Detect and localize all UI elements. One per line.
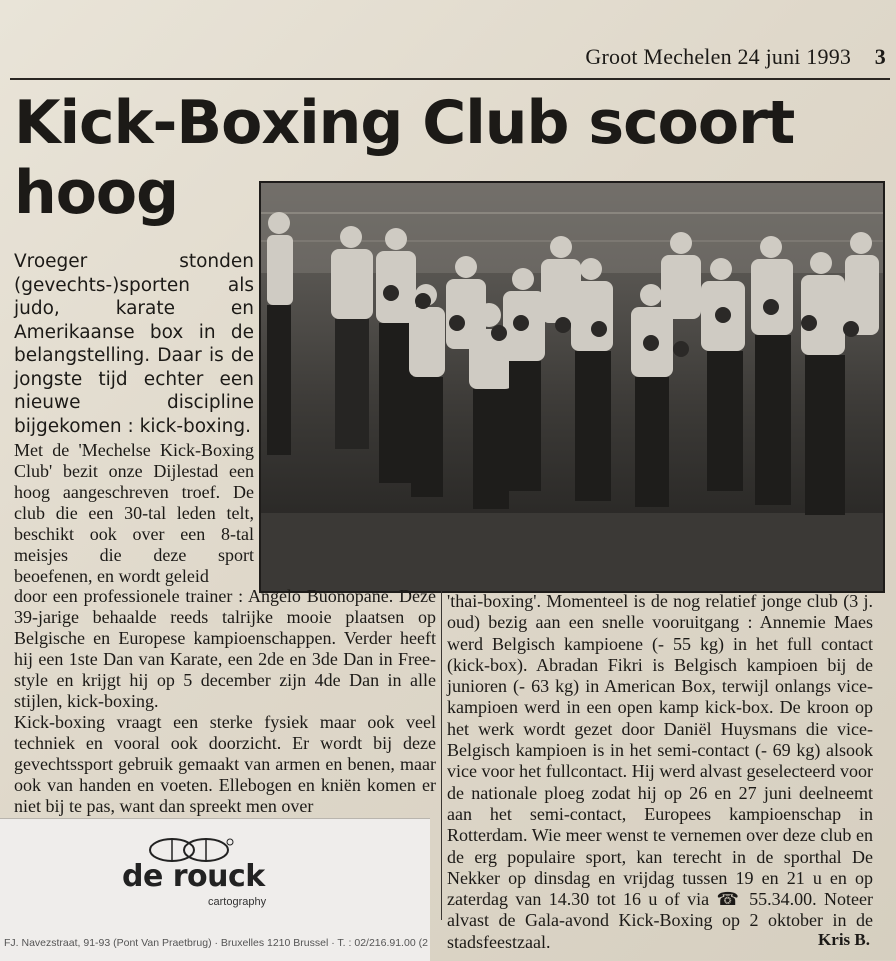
logo-name: de rouck	[122, 859, 265, 894]
group-photo	[259, 181, 885, 593]
page-number: 3	[874, 44, 886, 69]
body-column-left	[14, 586, 436, 817]
column-divider	[441, 590, 442, 920]
logo-tagline: cartography	[208, 896, 267, 908]
headline-line-1: Kick-Boxing Club scoort	[14, 88, 795, 158]
body-paragraph-2: Kick-boxing vraagt een sterke fysiek maar ook veel techniek en vooral ook doorzicht. Er wordt bij deze gevechtssport gebruik gemaakt van armen en benen, maar ook van handen en voeten. Ellebogen en kniën komen er niet bij te pas, want dan spreekt men over	[14, 712, 436, 816]
body-paragraph-1-continued: door een professionele trainer : Angelo Buonopane. Deze 39-jarige behaalde reeds talrijke mooie plaatsen op Belgische en Europese kampioenschappen. Verder heeft hij een 1ste Dan van Karate, een 2de en 3de Dan in Free-style en krijgt hij op 5 december zijn 4de Dan in alle stijlen, kick-boxing.	[14, 586, 436, 711]
body-paragraph-1: Met de 'Mechelse Kick-Boxing Club' bezit onze Dijlestad een hoog aangeschreven troef. De club die een 30-tal leden telt, beschikt ook over een 8-tal meisjes die deze sport beoefenen, en wordt geleid	[14, 440, 254, 586]
masthead-rule	[10, 78, 890, 80]
masthead-paper-date: Groot Mechelen 24 juni 1993	[585, 44, 852, 69]
address-line: FJ. Navezstraat, 91-93 (Pont Van Praetbrug) · Bruxelles 1210 Brussel · T. : 02/216.91.00 (2	[4, 937, 428, 949]
headline-line-2: hoog	[14, 158, 179, 228]
byline: Kris B.	[818, 930, 870, 949]
masthead	[585, 44, 886, 70]
overlapping-clipping	[0, 818, 430, 961]
body-paragraph-3: 'thai-boxing'. Momenteel is de nog relatief jonge club (3 j. oud) bezig aan een snelle vooruitgang : Annemie Maes werd Belgisch kampioene (- 55 kg) in het full contact (kick-box). Abradan Fikri is Belgisch kampioen bij de junioren (- 63 kg) in American Box, terwijl onlangs vice-kampioen werd in een open kamp kick-box. De kroon op het werk wordt gezet door Daniël Huysmans die vice-Belgisch kampioen is in het semi-contact (- 69 kg) alsook vice voor het fullcontact. Hij werd alvast geselecteerd voor de nationale ploeg zodat hij op 26 en 27 juni deelneemt aan het semi-contact, Europees kampioenschap in Rotterdam. Wie meer wenst te vernemen over deze club en de erg populaire sport, kan terecht in de sporthal De Nekker op dinsdag en vrijdag tussen 19 en 21 u en op zaterdag van 14.30 tot 16 u of via ☎ 55.34.00. Noteer alvast de Gala-avond Kick-Boxing op 2 oktober in de stadsfeestzaal.	[447, 591, 873, 952]
intro-paragraph: Vroeger stonden (gevechts-)sporten als judo, karate en Amerikaanse box in de belangstelling. Daar is de jongste tijd echter een nieuwe discipline bijgekomen : kick-boxing.	[14, 251, 254, 437]
